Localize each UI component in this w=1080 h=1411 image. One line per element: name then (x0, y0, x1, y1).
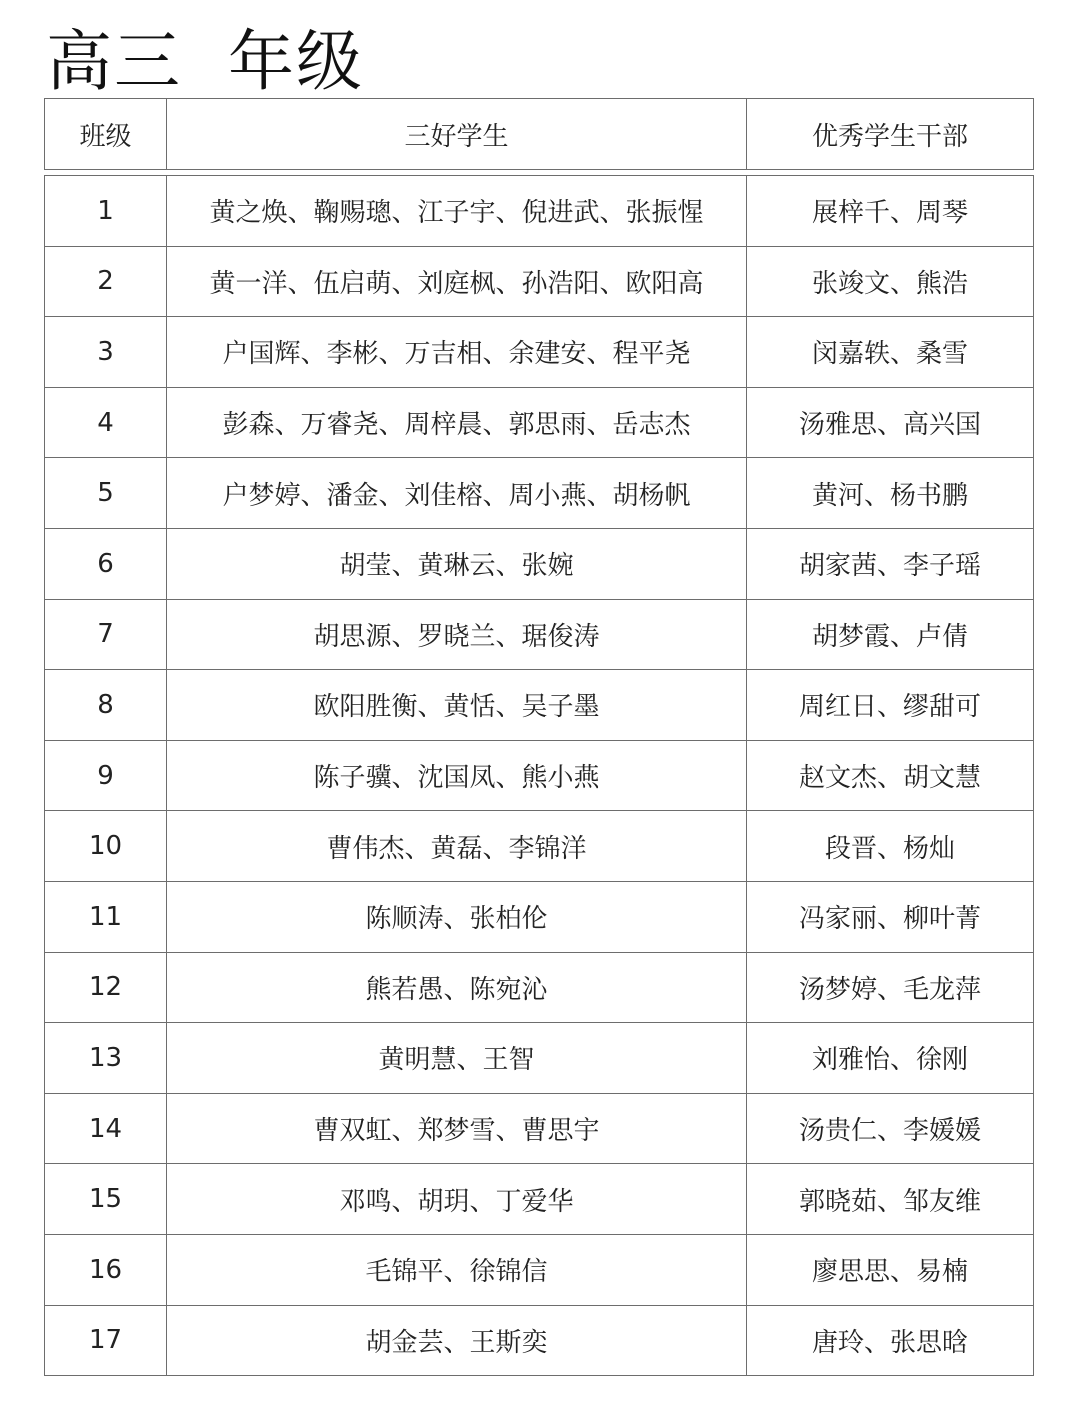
outstanding-cadres-cell: 胡梦霞、卢倩 (747, 599, 1034, 670)
outstanding-cadres-cell: 胡家茜、李子瑶 (747, 528, 1034, 599)
table-row (45, 811, 1034, 882)
class-number-cell: 10 (45, 811, 167, 882)
awards-table-body (45, 176, 1034, 1376)
table-row (45, 1305, 1034, 1376)
class-number-cell: 13 (45, 1023, 167, 1094)
header-table (44, 98, 1034, 170)
class-number-cell: 17 (45, 1305, 167, 1376)
outstanding-cadres-cell: 张竣文、熊浩 (747, 246, 1034, 317)
awards-table (44, 175, 1034, 1376)
page-title: 高三 年级 (46, 23, 364, 100)
merit-students-cell: 彭森、万睿尧、周梓晨、郭思雨、岳志杰 (167, 387, 747, 458)
table-row (45, 246, 1034, 317)
merit-students-cell: 邓鸣、胡玥、丁爱华 (167, 1164, 747, 1235)
table-row (45, 176, 1034, 247)
merit-students-cell: 欧阳胜衡、黄恬、吴子墨 (167, 670, 747, 741)
class-number-cell: 12 (45, 952, 167, 1023)
merit-students-cell: 陈子骥、沈国凤、熊小燕 (167, 740, 747, 811)
merit-students-cell: 曹双虹、郑梦雪、曹思宇 (167, 1093, 747, 1164)
merit-students-cell: 陈顺涛、张柏伦 (167, 881, 747, 952)
class-number-cell: 9 (45, 740, 167, 811)
outstanding-cadres-cell: 廖思思、易楠 (747, 1234, 1034, 1305)
merit-students-cell: 户梦婷、潘金、刘佳榕、周小燕、胡杨帆 (167, 458, 747, 529)
outstanding-cadres-cell: 黄河、杨书鹏 (747, 458, 1034, 529)
class-number-cell: 7 (45, 599, 167, 670)
table-row (45, 670, 1034, 741)
table-row (45, 1164, 1034, 1235)
class-number-cell: 14 (45, 1093, 167, 1164)
merit-students-cell: 黄一洋、伍启萌、刘庭枫、孙浩阳、欧阳高 (167, 246, 747, 317)
merit-students-cell: 黄之焕、鞠赐璁、江子宇、倪进武、张振惺 (167, 176, 747, 247)
header-class: 班级 (45, 99, 167, 170)
table-row (45, 881, 1034, 952)
outstanding-cadres-cell: 闵嘉轶、桑雪 (747, 317, 1034, 388)
class-number-cell: 11 (45, 881, 167, 952)
outstanding-cadres-cell: 展梓千、周琴 (747, 176, 1034, 247)
class-number-cell: 6 (45, 528, 167, 599)
merit-students-cell: 熊若愚、陈宛沁 (167, 952, 747, 1023)
class-number-cell: 2 (45, 246, 167, 317)
header-row (45, 99, 1034, 170)
class-number-cell: 4 (45, 387, 167, 458)
table-row (45, 317, 1034, 388)
header-merit-students: 三好学生 (167, 99, 747, 170)
outstanding-cadres-cell: 周红日、缪甜可 (747, 670, 1034, 741)
merit-students-cell: 胡金芸、王斯奕 (167, 1305, 747, 1376)
class-number-cell: 3 (45, 317, 167, 388)
table-row (45, 528, 1034, 599)
table-row (45, 458, 1034, 529)
outstanding-cadres-cell: 唐玲、张思晗 (747, 1305, 1034, 1376)
merit-students-cell: 胡思源、罗晓兰、琚俊涛 (167, 599, 747, 670)
merit-students-cell: 户国辉、李彬、万吉相、余建安、程平尧 (167, 317, 747, 388)
header-outstanding-cadres: 优秀学生干部 (747, 99, 1034, 170)
outstanding-cadres-cell: 刘雅怡、徐刚 (747, 1023, 1034, 1094)
outstanding-cadres-cell: 汤贵仁、李媛媛 (747, 1093, 1034, 1164)
class-number-cell: 16 (45, 1234, 167, 1305)
class-number-cell: 5 (45, 458, 167, 529)
outstanding-cadres-cell: 汤梦婷、毛龙萍 (747, 952, 1034, 1023)
merit-students-cell: 胡莹、黄琳云、张婉 (167, 528, 747, 599)
class-number-cell: 8 (45, 670, 167, 741)
table-row (45, 740, 1034, 811)
table-row (45, 1023, 1034, 1094)
table-row (45, 1093, 1034, 1164)
outstanding-cadres-cell: 段晋、杨灿 (747, 811, 1034, 882)
merit-students-cell: 毛锦平、徐锦信 (167, 1234, 747, 1305)
table-row (45, 1234, 1034, 1305)
merit-students-cell: 黄明慧、王智 (167, 1023, 747, 1094)
outstanding-cadres-cell: 冯家丽、柳叶菁 (747, 881, 1034, 952)
outstanding-cadres-cell: 汤雅思、高兴国 (747, 387, 1034, 458)
merit-students-cell: 曹伟杰、黄磊、李锦洋 (167, 811, 747, 882)
class-number-cell: 1 (45, 176, 167, 247)
outstanding-cadres-cell: 赵文杰、胡文慧 (747, 740, 1034, 811)
table-row (45, 599, 1034, 670)
table-row (45, 387, 1034, 458)
table-row (45, 952, 1034, 1023)
outstanding-cadres-cell: 郭晓茹、邹友维 (747, 1164, 1034, 1235)
class-number-cell: 15 (45, 1164, 167, 1235)
